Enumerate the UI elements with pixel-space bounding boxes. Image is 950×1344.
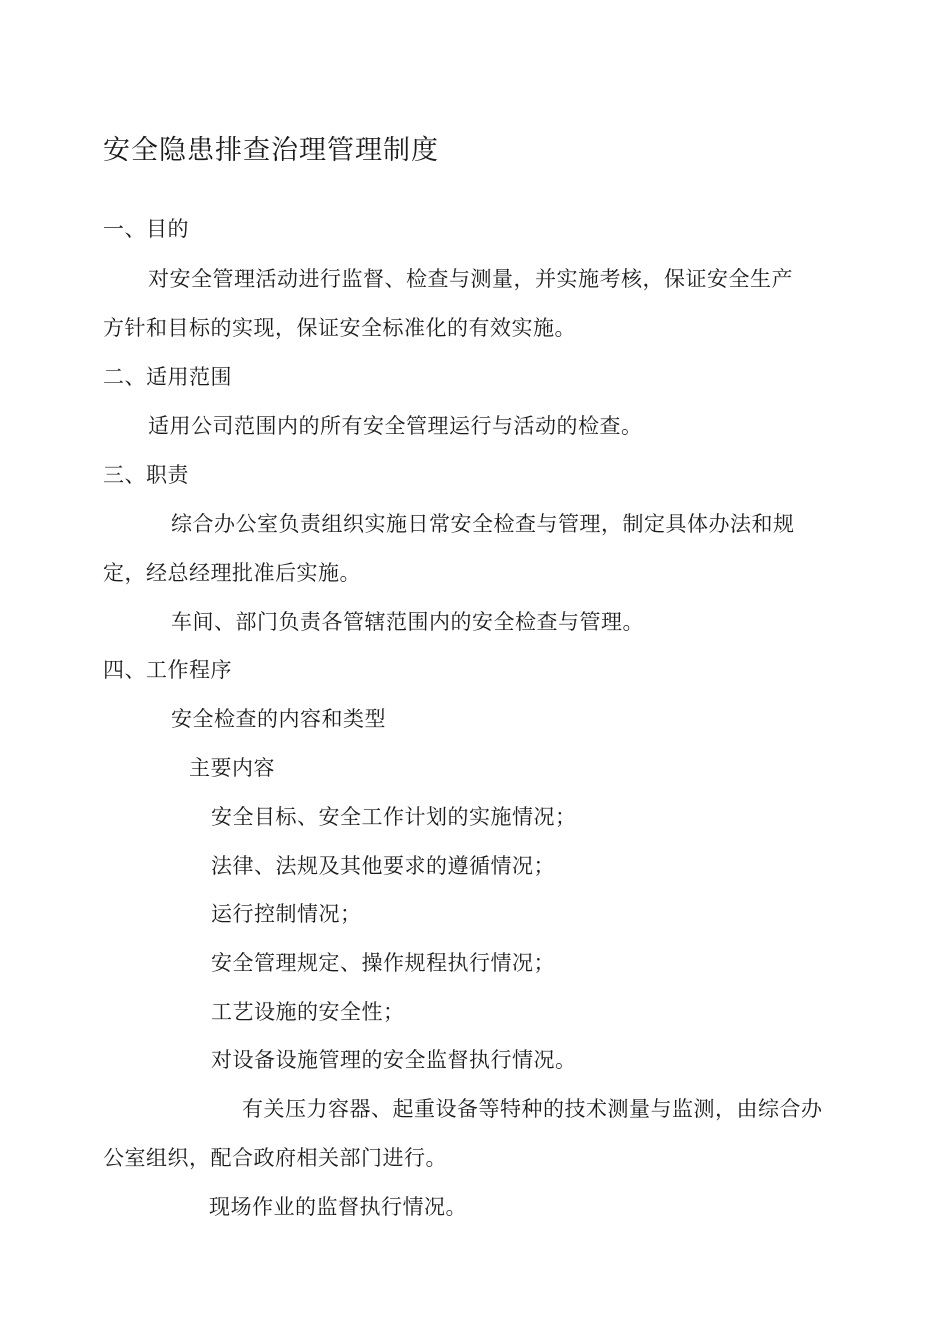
sub-sub-heading: 主要内容 bbox=[189, 756, 275, 780]
list-item: 法律、法规及其他要求的遵循情况； bbox=[211, 854, 555, 878]
paragraph-line: 方针和目标的实现，保证安全标准化的有效实施。 bbox=[103, 316, 576, 340]
section-heading-scope: 二、适用范围 bbox=[103, 365, 232, 389]
paragraph-line: 综合办公室负责组织实施日常安全检查与管理，制定具体办法和规 bbox=[171, 512, 795, 536]
section-heading-procedure: 四、工作程序 bbox=[103, 658, 232, 682]
paragraph-line: 适用公司范围内的所有安全管理运行与活动的检查。 bbox=[148, 414, 643, 438]
paragraph-line: 公室组织，配合政府相关部门进行。 bbox=[103, 1146, 447, 1170]
list-item: 工艺设施的安全性； bbox=[211, 1000, 405, 1024]
document-title: 安全隐患排查治理管理制度 bbox=[103, 135, 439, 166]
section-heading-duties: 三、职责 bbox=[103, 463, 189, 487]
list-item: 对设备设施管理的安全监督执行情况。 bbox=[211, 1048, 577, 1072]
list-item: 安全管理规定、操作规程执行情况； bbox=[211, 951, 555, 975]
paragraph-line: 有关压力容器、起重设备等特种的技术测量与监测，由综合办 bbox=[242, 1097, 823, 1121]
list-item: 安全目标、安全工作计划的实施情况； bbox=[211, 805, 577, 829]
list-item: 运行控制情况； bbox=[211, 902, 362, 926]
paragraph-line: 车间、部门负责各管辖范围内的安全检查与管理。 bbox=[171, 610, 644, 634]
paragraph-line: 对安全管理活动进行监督、检查与测量，并实施考核，保证安全生产 bbox=[148, 267, 793, 291]
paragraph-line: 定，经总经理批准后实施。 bbox=[103, 561, 361, 585]
section-heading-purpose: 一、目的 bbox=[103, 217, 189, 241]
sub-heading: 安全检查的内容和类型 bbox=[171, 707, 386, 731]
paragraph-line: 现场作业的监督执行情况。 bbox=[209, 1195, 467, 1219]
